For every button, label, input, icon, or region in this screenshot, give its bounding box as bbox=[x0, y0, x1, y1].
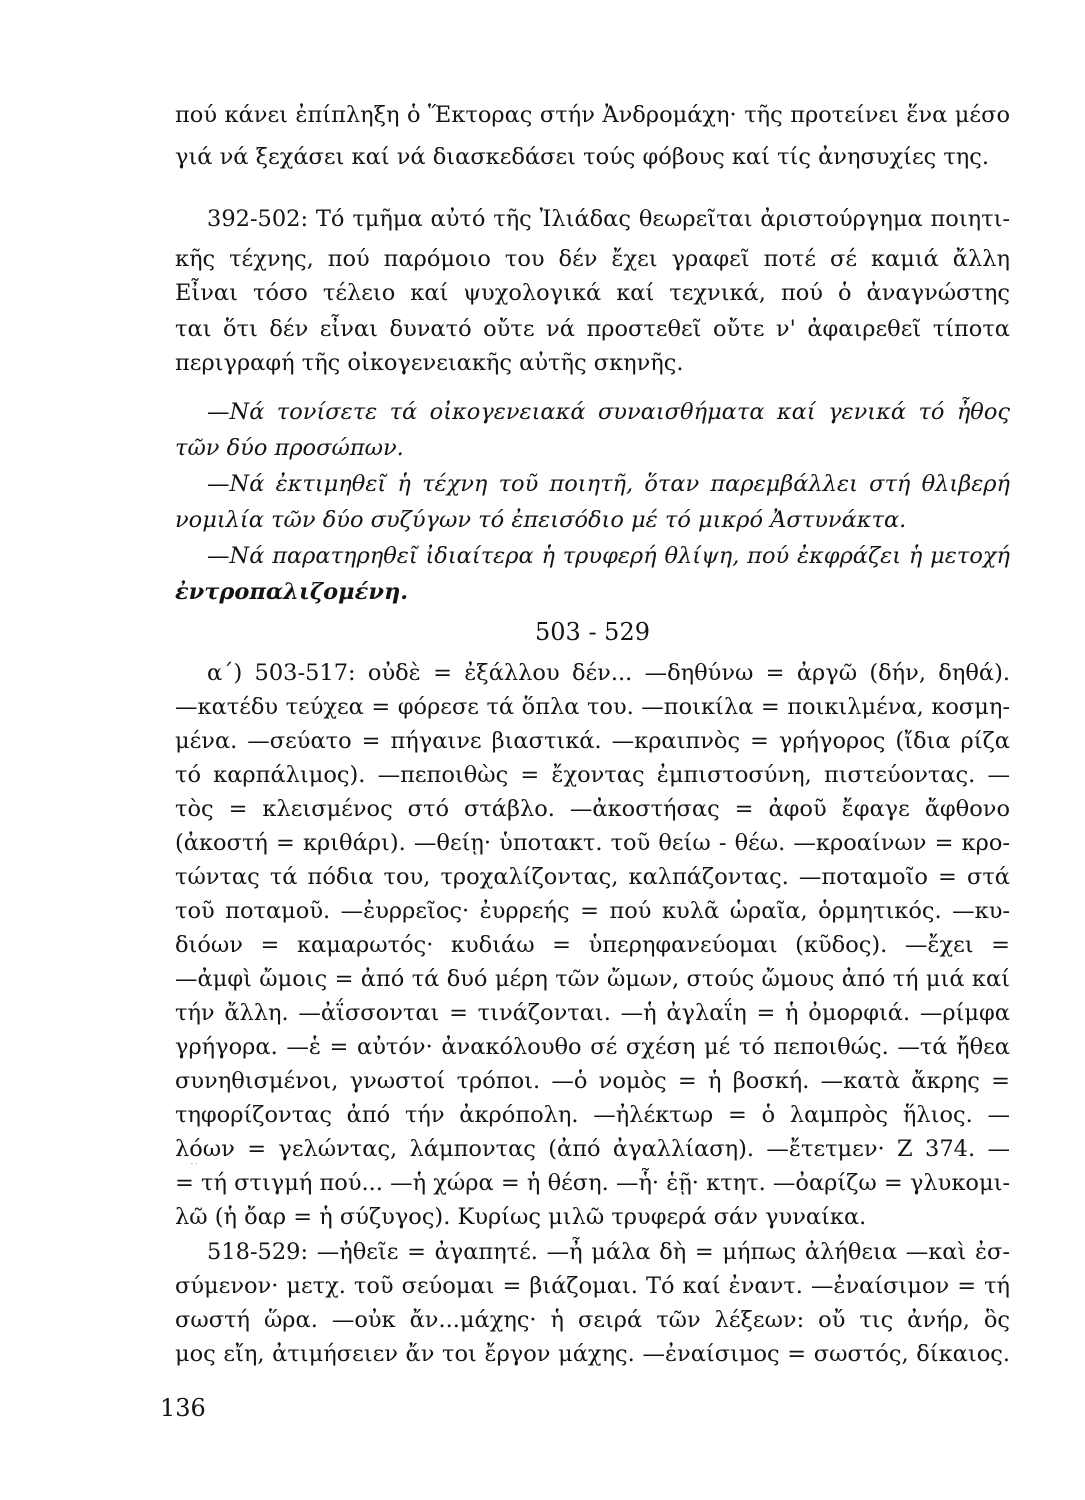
text-line: γιά νά ξεχάσει καί νά διασκεδάσει τούς φόβους καί τίς ἀνησυχίες της. bbox=[175, 144, 990, 170]
text-line: πού κάνει ἐπίπληξη ὁ Ἕκτορας στήν Ἀνδρομάχη· τῆς προτείνει ἕνα μέσο bbox=[175, 102, 1010, 128]
text-line: τώντας τά πόδια του, τροχαλίζοντας, καλπάζοντας. —ποταμοῖο = στά bbox=[175, 864, 1010, 890]
text-line: σύμενον· μετχ. τοῦ σεύομαι = βιάζομαι. Τό καί ἐναντ. —ἐναίσιμον = τή bbox=[175, 1273, 1010, 1299]
text-line: τήν ἄλλη. —ἀΐσσονται = τινάζονται. —ἡ ἀγλαΐη = ἡ ὀμορφιά. —ρίμφα bbox=[175, 1000, 1010, 1026]
text-line: διόων = καμαρωτός· κυδιάω = ὑπερηφανεύομαι (κῦδος). —ἔχει = bbox=[175, 932, 1010, 958]
text-line: τῶν δύο προσώπων. bbox=[175, 435, 404, 461]
text-line: 392-502: Τό τμῆμα αὐτό τῆς Ἰλιάδας θεωρεῖται ἀριστούργημα ποιητι- bbox=[207, 206, 1010, 232]
text-line: γρήγορα. —ἑ = αὐτόν· ἀνακόλουθο σέ σχέση μέ τό πεποιθώς. —τά ἤθεα bbox=[175, 1034, 1010, 1060]
section-heading: 503 - 529 bbox=[535, 618, 650, 646]
text-line: συνηθισμένοι, γνωστοί τρόποι. —ὁ νομὸς = ἡ βοσκή. —κατὰ ἄκρης = bbox=[175, 1068, 1010, 1094]
text-line: α΄) 503-517: οὐδὲ = ἐξάλλου δέν... —δηθύνω = ἀργῶ (δήν, δηθά). bbox=[207, 660, 1010, 686]
text-line: μένα. —σεύατο = πήγαινε βιαστικά. —κραιπνὸς = γρήγορος (ἴδια ρίζα bbox=[175, 728, 1010, 754]
text-line: Εἶναι τόσο τέλειο καί ψυχολογικά καί τεχνικά, πού ὁ ἀναγνώστης bbox=[175, 280, 1010, 306]
text-line: —κατέδυ τεύχεα = φόρεσε τά ὅπλα του. —ποικίλα = ποικιλμένα, κοσμη- bbox=[175, 694, 1010, 720]
bold-term: ἐντροπαλιζομένη. bbox=[175, 579, 409, 605]
text-line: περιγραφή τῆς οἰκογενειακῆς αὐτῆς σκηνῆς. bbox=[175, 350, 684, 376]
text-line: —Νά τονίσετε τά οἰκογενειακά συναισθήματα καί γενικά τό ἦθος bbox=[207, 399, 1010, 425]
text-line: 518-529: —ἠθεῖε = ἀγαπητέ. —ἦ μάλα δὴ = μήπως ἀλήθεια —καὶ ἐσ- bbox=[207, 1239, 1010, 1265]
text-line: τὸς = κλεισμένος στό στάβλο. —ἀκοστήσας = ἀφοῦ ἔφαγε ἄφθονο bbox=[175, 796, 1010, 822]
text-line: μος εἴη, ἀτιμήσειεν ἄν τοι ἔργον μάχης. —ἐναίσιμος = σωστός, δίκαιος. bbox=[175, 1341, 1010, 1367]
text-line: λῶ (ἡ ὄαρ = ἡ σύζυγος). Κυρίως μιλῶ τρυφερά σάν γυναίκα. bbox=[175, 1204, 867, 1230]
text-line: ται ὅτι δέν εἶναι δυνατό οὔτε νά προστεθεῖ οὔτε ν' ἀφαιρεθεῖ τίποτα bbox=[175, 316, 1010, 342]
text-line: κῆς τέχνης, πού παρόμοιο του δέν ἔχει γραφεῖ ποτέ σέ καμιά ἄλλη bbox=[175, 246, 1010, 272]
text-line: (ἀκοστή = κριθάρι). —θείῃ· ὑποτακτ. τοῦ θείω - θέω. —κροαίνων = κρο- bbox=[175, 830, 1010, 856]
text-line: = τή στιγμή πού... —ἡ χώρα = ἡ θέση. —ἧ· ἑῇ· κτητ. —ὀαρίζω = γλυκομι- bbox=[175, 1170, 1010, 1196]
text-line: σωστή ὥρα. —οὐκ ἄν...μάχης· ἡ σειρά τῶν λέξεων: οὔ τις ἀνήρ, ὃς bbox=[175, 1307, 1010, 1333]
text-line: —Νά παρατηρηθεῖ ἰδιαίτερα ἡ τρυφερή θλίψη, πού ἐκφράζει ἡ μετοχή bbox=[207, 543, 1010, 569]
text-line: τηφορίζοντας ἀπό τήν ἀκρόπολη. —ἠλέκτωρ = ὁ λαμπρὸς ἥλιος. — bbox=[175, 1102, 1010, 1128]
text-line: τοῦ ποταμοῦ. —ἐυρρεῖος· ἐυρρεής = πού κυλᾶ ὡραῖα, ὁρμητικός. —κυ- bbox=[175, 898, 1010, 924]
text-line: —ἀμφὶ ὤμοις = ἀπό τά δυό μέρη τῶν ὤμων, στούς ὤμους ἀπό τή μιά καί bbox=[175, 966, 1010, 992]
text-line: νομιλία τῶν δύο συζύγων τό ἐπεισόδιο μέ τό μικρό Ἀστυνάκτα. bbox=[175, 507, 907, 533]
text-line: λόων = γελώντας, λάμποντας (ἀπό ἀγαλλίαση). —ἔτετμεν· Ζ 374. — bbox=[175, 1136, 1010, 1162]
page-number: 136 bbox=[160, 1394, 206, 1422]
text-line: —Νά ἐκτιμηθεῖ ἡ τέχνη τοῦ ποιητῆ, ὅταν παρεμβάλλει στή θλιβερή bbox=[207, 471, 1010, 497]
text-line: τό καρπάλιμος). —πεποιθὼς = ἔχοντας ἐμπιστοσύνη, πιστεύοντας. — bbox=[175, 762, 1010, 788]
